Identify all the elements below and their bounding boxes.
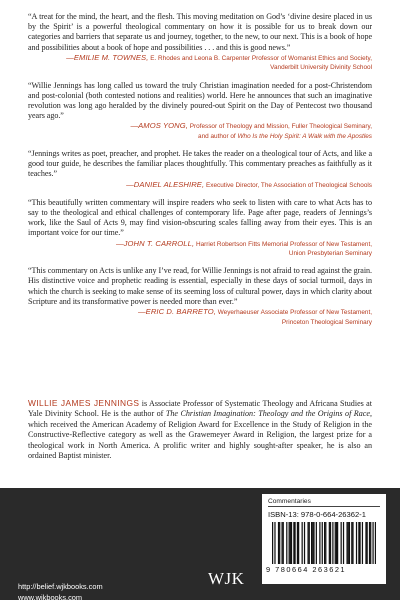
barcode-bar <box>351 522 352 564</box>
bio-text-part-1: is Associate Professor of Systematic Theology and Africana Studies at Yale Divinity School. He is the author of <box>28 399 372 419</box>
barcode-bar <box>286 522 287 564</box>
barcode-bar <box>311 522 312 564</box>
quote-text: “This commentary on Acts is unlike any I’ve read, for Willie Jennings is not afraid to read against the grain. His distinctive voice and prophetic reading is essential, especially in these days of social turmoil, days in which the church is seeking to make sense of its seeming loss of cultural power, days in which clarity about Scripture and its transformative power is needed more than ever.” <box>28 266 372 306</box>
endorsement-townes <box>28 12 372 73</box>
belief-site-link[interactable]: http://belief.wjkbooks.com <box>18 582 103 591</box>
barcode-bar <box>290 522 291 564</box>
category-label: Commentaries <box>268 498 380 507</box>
barcode-bar <box>304 522 305 564</box>
endorser-affiliation: E. Rhodes and Leona B. Carpenter Professor of Womanist Ethics and Society, <box>150 54 372 62</box>
endorser-name: —ERIC D. BARRETO, <box>137 307 216 317</box>
barcode-bar <box>341 522 342 564</box>
barcode-bar <box>274 522 275 564</box>
quote-attribution <box>28 240 372 259</box>
quote-text: “Willie Jennings has long called us toward the truly Christian imagination needed for a post-Christendom and post-colonial (both contested notions and realities) world. Here he announces that such an imaginative revolution was long ago heralded by the divinely poured-out Spirit on the Day of Pentecost two thousand years ago.” <box>28 80 372 121</box>
quote-text: “This beautifully written commentary will inspire readers who seek to listen with care to what Acts has to say to the theological and ethical challenges of contemporary life. Page after page, readers of Jennings’s work, like the Saul of Acts 9, may find vision-obscuring scales falling away from their eyes. This is an important voice for our time.” <box>28 197 372 238</box>
quote-attribution <box>28 181 372 191</box>
endorser-book-prefix: and author of <box>198 132 238 140</box>
barcode-bar <box>279 522 280 564</box>
quote-text: “A treat for the mind, the heart, and the flesh. This moving meditation on God’s ‘divine desire placed in us by the Spirit’ is a powerful theological commentary on how it is possible for us to break down our categories and barriers that separate us and journey, together, to the new, to our next. This is a book of hope and possibilities about a book of hope and possibilities . . . and this is good news.” <box>28 12 372 52</box>
barcode-bar <box>337 522 338 564</box>
endorser-affiliation: Harriet Robertson Fitts Memorial Professor of New Testament, <box>195 240 372 248</box>
barcode-bar <box>278 522 279 564</box>
barcode-bar <box>289 522 290 564</box>
endorser-institution: Vanderbilt University Divinity School <box>270 64 372 72</box>
endorsement-carroll <box>28 198 372 259</box>
barcode-bar <box>316 522 317 564</box>
barcode-panel <box>262 494 386 584</box>
barcode-bar <box>343 522 344 564</box>
endorsement-aleshire <box>28 149 372 190</box>
endorser-name: —DANIEL ALESHIRE, <box>126 179 205 189</box>
endorser-institution: Princeton Theological Seminary <box>281 318 372 326</box>
barcode-bar <box>307 522 308 564</box>
barcode-bar <box>335 522 336 564</box>
endorser-institution: Union Presbyterian Seminary <box>288 250 372 258</box>
endorser-book-title: Who Is the Holy Spirit: A Walk with the Apostles <box>237 132 372 140</box>
bio-text-part-2: , which received the American Academy of Religion Award for Excellence in the Study of Religion in the Constructive-Reflective category as well as the Grawemeyer Award in Religion, the largest prize for a theological work in North America. A prolific writer and highly sought-after speaker, he is also an ordained Baptist minister. <box>28 409 372 461</box>
endorser-affiliation: Professor of Theology and Mission, Fuller Theological Seminary, <box>189 123 372 131</box>
barcode-bar <box>365 522 366 564</box>
barcode-bar <box>302 522 303 564</box>
barcode-bar <box>362 522 363 564</box>
author-name: WILLIE JAMES JENNINGS <box>28 398 140 408</box>
barcode-bar <box>359 522 360 564</box>
barcode-bar <box>349 522 350 564</box>
endorser-name: —EMILIE M. TOWNES, <box>66 52 149 62</box>
barcode-bar <box>358 522 359 564</box>
barcode-bar <box>375 522 376 564</box>
barcode-bar <box>283 522 284 564</box>
barcode-bar <box>370 522 371 564</box>
barcode-bar <box>281 522 282 564</box>
endorser-name: —AMOS YONG, <box>130 121 188 131</box>
barcode-bar <box>332 522 333 564</box>
barcode-bar <box>356 522 357 564</box>
barcode-icon <box>272 522 376 564</box>
endorser-affiliation: Executive Director, The Association of Theological Schools <box>205 181 372 189</box>
quote-attribution <box>28 122 372 141</box>
endorser-affiliation: Weyerhaeuser Associate Professor of New Testament, <box>217 309 372 317</box>
barcode-bar <box>272 522 273 564</box>
barcode-bar <box>336 522 337 564</box>
barcode-bar <box>322 522 323 564</box>
publisher-site-link[interactable]: www.wjkbooks.com <box>18 593 83 602</box>
barcode-bar <box>297 522 298 564</box>
barcode-bar <box>324 522 325 564</box>
isbn-number: ISBN-13: 978-0-664-26362-1 <box>268 510 366 519</box>
endorsements <box>28 12 372 335</box>
author-bio <box>28 398 372 461</box>
endorser-name: —JOHN T. CARROLL, <box>115 238 195 248</box>
barcode-digits: 9 780664 263621 <box>266 565 347 574</box>
quote-attribution <box>28 54 372 73</box>
barcode-bar <box>372 522 373 564</box>
barcode-bar <box>330 522 331 564</box>
barcode-bar <box>346 522 347 564</box>
barcode-bar <box>325 522 326 564</box>
barcode-bar <box>312 522 313 564</box>
quote-text: “Jennings writes as poet, preacher, and prophet. He takes the reader on a theological tour of Acts, and like a good tour guide, he describes the familiar places thoughtfully. This commentary preaches as faithfully as it teaches.” <box>28 149 372 179</box>
barcode-bar <box>291 522 292 564</box>
bio-book-title: The Christian Imagination: Theology and the Origins of Race <box>165 409 370 419</box>
barcode-bar <box>348 522 349 564</box>
barcode-bar <box>369 522 370 564</box>
barcode-bar <box>367 522 368 564</box>
barcode-bar <box>319 522 320 564</box>
wjk-logo: WJK <box>208 569 245 588</box>
barcode-bar <box>298 522 299 564</box>
endorsement-yong <box>28 81 372 142</box>
barcode-bar <box>329 522 330 564</box>
barcode-bar <box>293 522 294 564</box>
barcode-bar <box>313 522 314 564</box>
quote-attribution <box>28 308 372 327</box>
barcode-bar <box>352 522 353 564</box>
barcode-bar <box>309 522 310 564</box>
barcode-bar <box>294 522 295 564</box>
endorsement-barreto <box>28 266 372 327</box>
